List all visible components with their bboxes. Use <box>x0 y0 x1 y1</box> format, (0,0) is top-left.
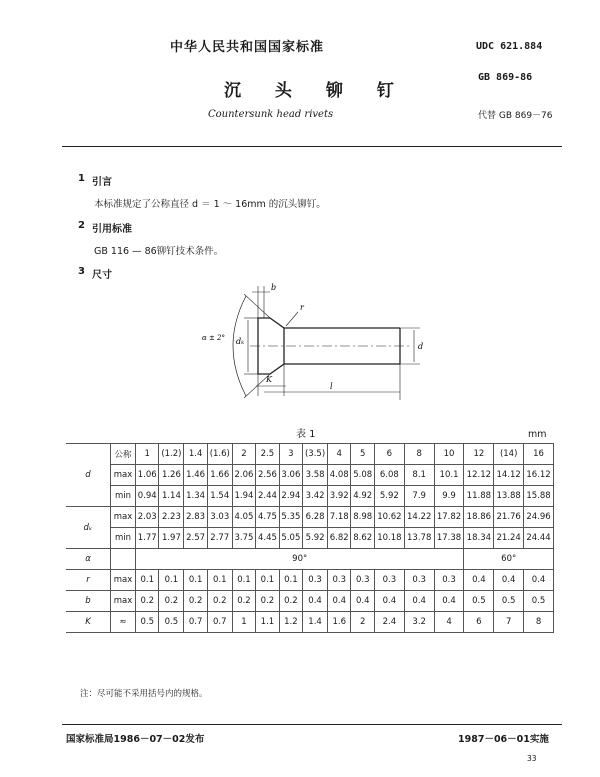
d-min-cell: 4.92 <box>351 486 374 507</box>
d-min-cell: 1.34 <box>184 486 207 507</box>
b-max-cell: 0.2 <box>232 591 255 612</box>
replaces-note: 代替 GB 869－76 <box>478 111 553 121</box>
max-label: max <box>111 507 136 528</box>
b-max-cell: 0.2 <box>256 591 279 612</box>
table-row-b <box>66 591 554 612</box>
r-max-cell: 0.1 <box>159 570 184 591</box>
row-symbol-alpha: α <box>66 549 111 570</box>
d-max-cell: 1.06 <box>136 465 159 486</box>
k-cell: 0.5 <box>136 612 159 633</box>
d-max-cell: 12.12 <box>464 465 494 486</box>
page-number: 33 <box>527 754 537 763</box>
d-max-cell: 6.08 <box>374 465 404 486</box>
approx-label: ≈ <box>111 612 136 633</box>
k-cell: 4 <box>434 612 464 633</box>
dk-min-cell: 13.78 <box>404 528 434 549</box>
english-title: Countersunk head rivets <box>208 109 334 120</box>
label-alpha: α ± 2° <box>202 334 225 342</box>
label-dk: dₖ <box>236 337 245 346</box>
r-max-cell: 0.1 <box>136 570 159 591</box>
k-cell: 2.4 <box>374 612 404 633</box>
effective-date: 1987－06－01实施 <box>458 734 549 745</box>
nominal-cell: 16 <box>524 444 554 465</box>
table-row-dk-min <box>66 528 554 549</box>
max-label: max <box>111 570 136 591</box>
nominal-cell: 6 <box>374 444 404 465</box>
nominal-cell: (3.5) <box>303 444 328 465</box>
section-2-number: 2 <box>78 220 85 231</box>
d-max-cell: 1.26 <box>159 465 184 486</box>
table-row-r <box>66 570 554 591</box>
alpha-90-cell: 90° <box>136 549 464 570</box>
table-note: 注：尽可能不采用括号内的规格。 <box>80 689 208 699</box>
d-min-cell: 7.9 <box>404 486 434 507</box>
dk-min-cell: 21.24 <box>494 528 524 549</box>
r-max-cell: 0.1 <box>207 570 232 591</box>
r-max-cell: 0.1 <box>232 570 255 591</box>
d-min-cell: 3.42 <box>303 486 328 507</box>
section-3-title: 尺寸 <box>92 270 112 281</box>
section-1-text: 本标准规定了公称直径 d ＝ 1 ～ 16mm 的沉头铆钉。 <box>94 199 326 210</box>
r-max-cell: 0.3 <box>374 570 404 591</box>
nominal-cell: 5 <box>351 444 374 465</box>
gb-code: GB 869-86 <box>478 72 533 83</box>
table-row-k <box>66 612 554 633</box>
r-max-cell: 0.1 <box>256 570 279 591</box>
nominal-cell: 2 <box>232 444 255 465</box>
d-max-cell: 5.08 <box>351 465 374 486</box>
b-max-cell: 0.5 <box>524 591 554 612</box>
label-k: K <box>266 375 272 384</box>
dk-min-cell: 5.92 <box>303 528 328 549</box>
dk-max-cell: 14.22 <box>404 507 434 528</box>
d-max-cell: 3.58 <box>303 465 328 486</box>
dk-min-cell: 8.62 <box>351 528 374 549</box>
d-max-cell: 1.66 <box>207 465 232 486</box>
max-label: max <box>111 465 136 486</box>
table-unit: mm <box>528 429 547 440</box>
section-3-number: 3 <box>78 266 85 277</box>
d-max-cell: 1.46 <box>184 465 207 486</box>
nominal-cell: (1.6) <box>207 444 232 465</box>
d-max-cell: 3.06 <box>279 465 302 486</box>
table-row-nominal <box>66 444 554 465</box>
table-row-alpha <box>66 549 554 570</box>
row-symbol-k: K <box>66 612 111 633</box>
max-label: max <box>111 591 136 612</box>
d-max-cell: 8.1 <box>404 465 434 486</box>
d-min-cell: 1.94 <box>232 486 255 507</box>
k-cell: 0.5 <box>159 612 184 633</box>
section-1-number: 1 <box>78 173 85 184</box>
nominal-cell: 12 <box>464 444 494 465</box>
k-cell: 1.4 <box>303 612 328 633</box>
k-cell: 0.7 <box>207 612 232 633</box>
d-min-cell: 3.92 <box>328 486 351 507</box>
row-symbol-dk: dₖ <box>66 507 111 549</box>
nominal-cell: 8 <box>404 444 434 465</box>
dk-max-cell: 6.28 <box>303 507 328 528</box>
k-cell: 2 <box>351 612 374 633</box>
label-b: b <box>271 283 277 292</box>
d-min-cell: 2.94 <box>279 486 302 507</box>
k-cell: 7 <box>494 612 524 633</box>
nominal-cell: 4 <box>328 444 351 465</box>
b-max-cell: 0.4 <box>374 591 404 612</box>
r-max-cell: 0.3 <box>434 570 464 591</box>
page-title: 沉 头 铆 钉 <box>224 81 408 101</box>
r-max-cell: 0.4 <box>464 570 494 591</box>
table-row-d-min <box>66 486 554 507</box>
b-max-cell: 0.4 <box>328 591 351 612</box>
b-max-cell: 0.2 <box>184 591 207 612</box>
section-2-text: GB 116 — 86铆钉技术条件。 <box>94 246 224 257</box>
d-max-cell: 2.56 <box>256 465 279 486</box>
nominal-cell: (14) <box>494 444 524 465</box>
nominal-cell: 10 <box>434 444 464 465</box>
b-max-cell: 0.2 <box>207 591 232 612</box>
dk-max-cell: 18.86 <box>464 507 494 528</box>
min-label: min <box>111 528 136 549</box>
dk-max-cell: 5.35 <box>279 507 302 528</box>
dk-max-cell: 4.75 <box>256 507 279 528</box>
section-1-title: 引言 <box>92 177 112 188</box>
b-max-cell: 0.5 <box>464 591 494 612</box>
dk-max-cell: 2.03 <box>136 507 159 528</box>
dk-max-cell: 21.76 <box>494 507 524 528</box>
dk-min-cell: 4.45 <box>256 528 279 549</box>
dk-min-cell: 10.18 <box>374 528 404 549</box>
udc-code: UDC 621.884 <box>476 41 543 52</box>
label-l: l <box>330 382 333 391</box>
row-symbol-b: b <box>66 591 111 612</box>
d-max-cell: 10.1 <box>434 465 464 486</box>
dk-min-cell: 2.77 <box>207 528 232 549</box>
min-label: min <box>111 486 136 507</box>
b-max-cell: 0.5 <box>494 591 524 612</box>
d-min-cell: 9.9 <box>434 486 464 507</box>
d-max-cell: 14.12 <box>494 465 524 486</box>
nominal-cell: 1.4 <box>184 444 207 465</box>
k-cell: 0.7 <box>184 612 207 633</box>
dk-min-cell: 3.75 <box>232 528 255 549</box>
dimension-table <box>66 443 554 633</box>
k-cell: 1 <box>232 612 255 633</box>
table-row-dk-max <box>66 507 554 528</box>
dk-max-cell: 17.82 <box>434 507 464 528</box>
dk-min-cell: 5.05 <box>279 528 302 549</box>
dk-max-cell: 2.23 <box>159 507 184 528</box>
empty-cell <box>111 549 136 570</box>
k-cell: 8 <box>524 612 554 633</box>
r-max-cell: 0.4 <box>494 570 524 591</box>
dk-max-cell: 2.83 <box>184 507 207 528</box>
r-max-cell: 0.4 <box>524 570 554 591</box>
issued-date: 国家标准局1986－07－02发布 <box>66 734 205 745</box>
dk-min-cell: 1.97 <box>159 528 184 549</box>
b-max-cell: 0.2 <box>136 591 159 612</box>
d-max-cell: 2.06 <box>232 465 255 486</box>
dk-min-cell: 24.44 <box>524 528 554 549</box>
d-min-cell: 5.92 <box>374 486 404 507</box>
k-cell: 1.6 <box>328 612 351 633</box>
d-min-cell: 11.88 <box>464 486 494 507</box>
d-min-cell: 1.14 <box>159 486 184 507</box>
section-2-title: 引用标准 <box>92 224 132 235</box>
b-max-cell: 0.2 <box>279 591 302 612</box>
dk-max-cell: 24.96 <box>524 507 554 528</box>
alpha-60-cell: 60° <box>464 549 554 570</box>
r-max-cell: 0.1 <box>279 570 302 591</box>
d-min-cell: 2.44 <box>256 486 279 507</box>
d-max-cell: 4.08 <box>328 465 351 486</box>
r-max-cell: 0.3 <box>404 570 434 591</box>
d-min-cell: 13.88 <box>494 486 524 507</box>
k-cell: 3.2 <box>404 612 434 633</box>
dk-min-cell: 6.82 <box>328 528 351 549</box>
dk-max-cell: 8.98 <box>351 507 374 528</box>
label-d: d <box>418 342 424 351</box>
nominal-cell: 3 <box>279 444 302 465</box>
b-max-cell: 0.4 <box>404 591 434 612</box>
dk-min-cell: 17.38 <box>434 528 464 549</box>
r-max-cell: 0.3 <box>328 570 351 591</box>
dk-min-cell: 2.57 <box>184 528 207 549</box>
d-min-cell: 15.88 <box>524 486 554 507</box>
dk-max-cell: 4.05 <box>232 507 255 528</box>
k-cell: 6 <box>464 612 494 633</box>
label-r: r <box>300 303 304 312</box>
d-min-cell: 1.54 <box>207 486 232 507</box>
dk-max-cell: 7.18 <box>328 507 351 528</box>
k-cell: 1.2 <box>279 612 302 633</box>
b-max-cell: 0.4 <box>303 591 328 612</box>
dk-min-cell: 1.77 <box>136 528 159 549</box>
org-title: 中华人民共和国国家标准 <box>170 40 325 55</box>
nominal-cell: 1 <box>136 444 159 465</box>
b-max-cell: 0.4 <box>351 591 374 612</box>
nominal-cell: (1.2) <box>159 444 184 465</box>
nominal-cell: 2.5 <box>256 444 279 465</box>
d-min-cell: 0.94 <box>136 486 159 507</box>
k-cell: 1.1 <box>256 612 279 633</box>
dk-max-cell: 3.03 <box>207 507 232 528</box>
dk-min-cell: 18.34 <box>464 528 494 549</box>
r-max-cell: 0.1 <box>184 570 207 591</box>
dk-max-cell: 10.62 <box>374 507 404 528</box>
r-max-cell: 0.3 <box>351 570 374 591</box>
row-symbol-r: r <box>66 570 111 591</box>
b-max-cell: 0.2 <box>159 591 184 612</box>
d-max-cell: 16.12 <box>524 465 554 486</box>
r-max-cell: 0.3 <box>303 570 328 591</box>
table-row-d-max <box>66 465 554 486</box>
nominal-label: 公称 <box>111 444 136 465</box>
table-caption: 表 1 <box>296 429 316 440</box>
b-max-cell: 0.4 <box>434 591 464 612</box>
row-symbol-d: d <box>66 444 111 507</box>
bottom-rule <box>62 724 562 725</box>
